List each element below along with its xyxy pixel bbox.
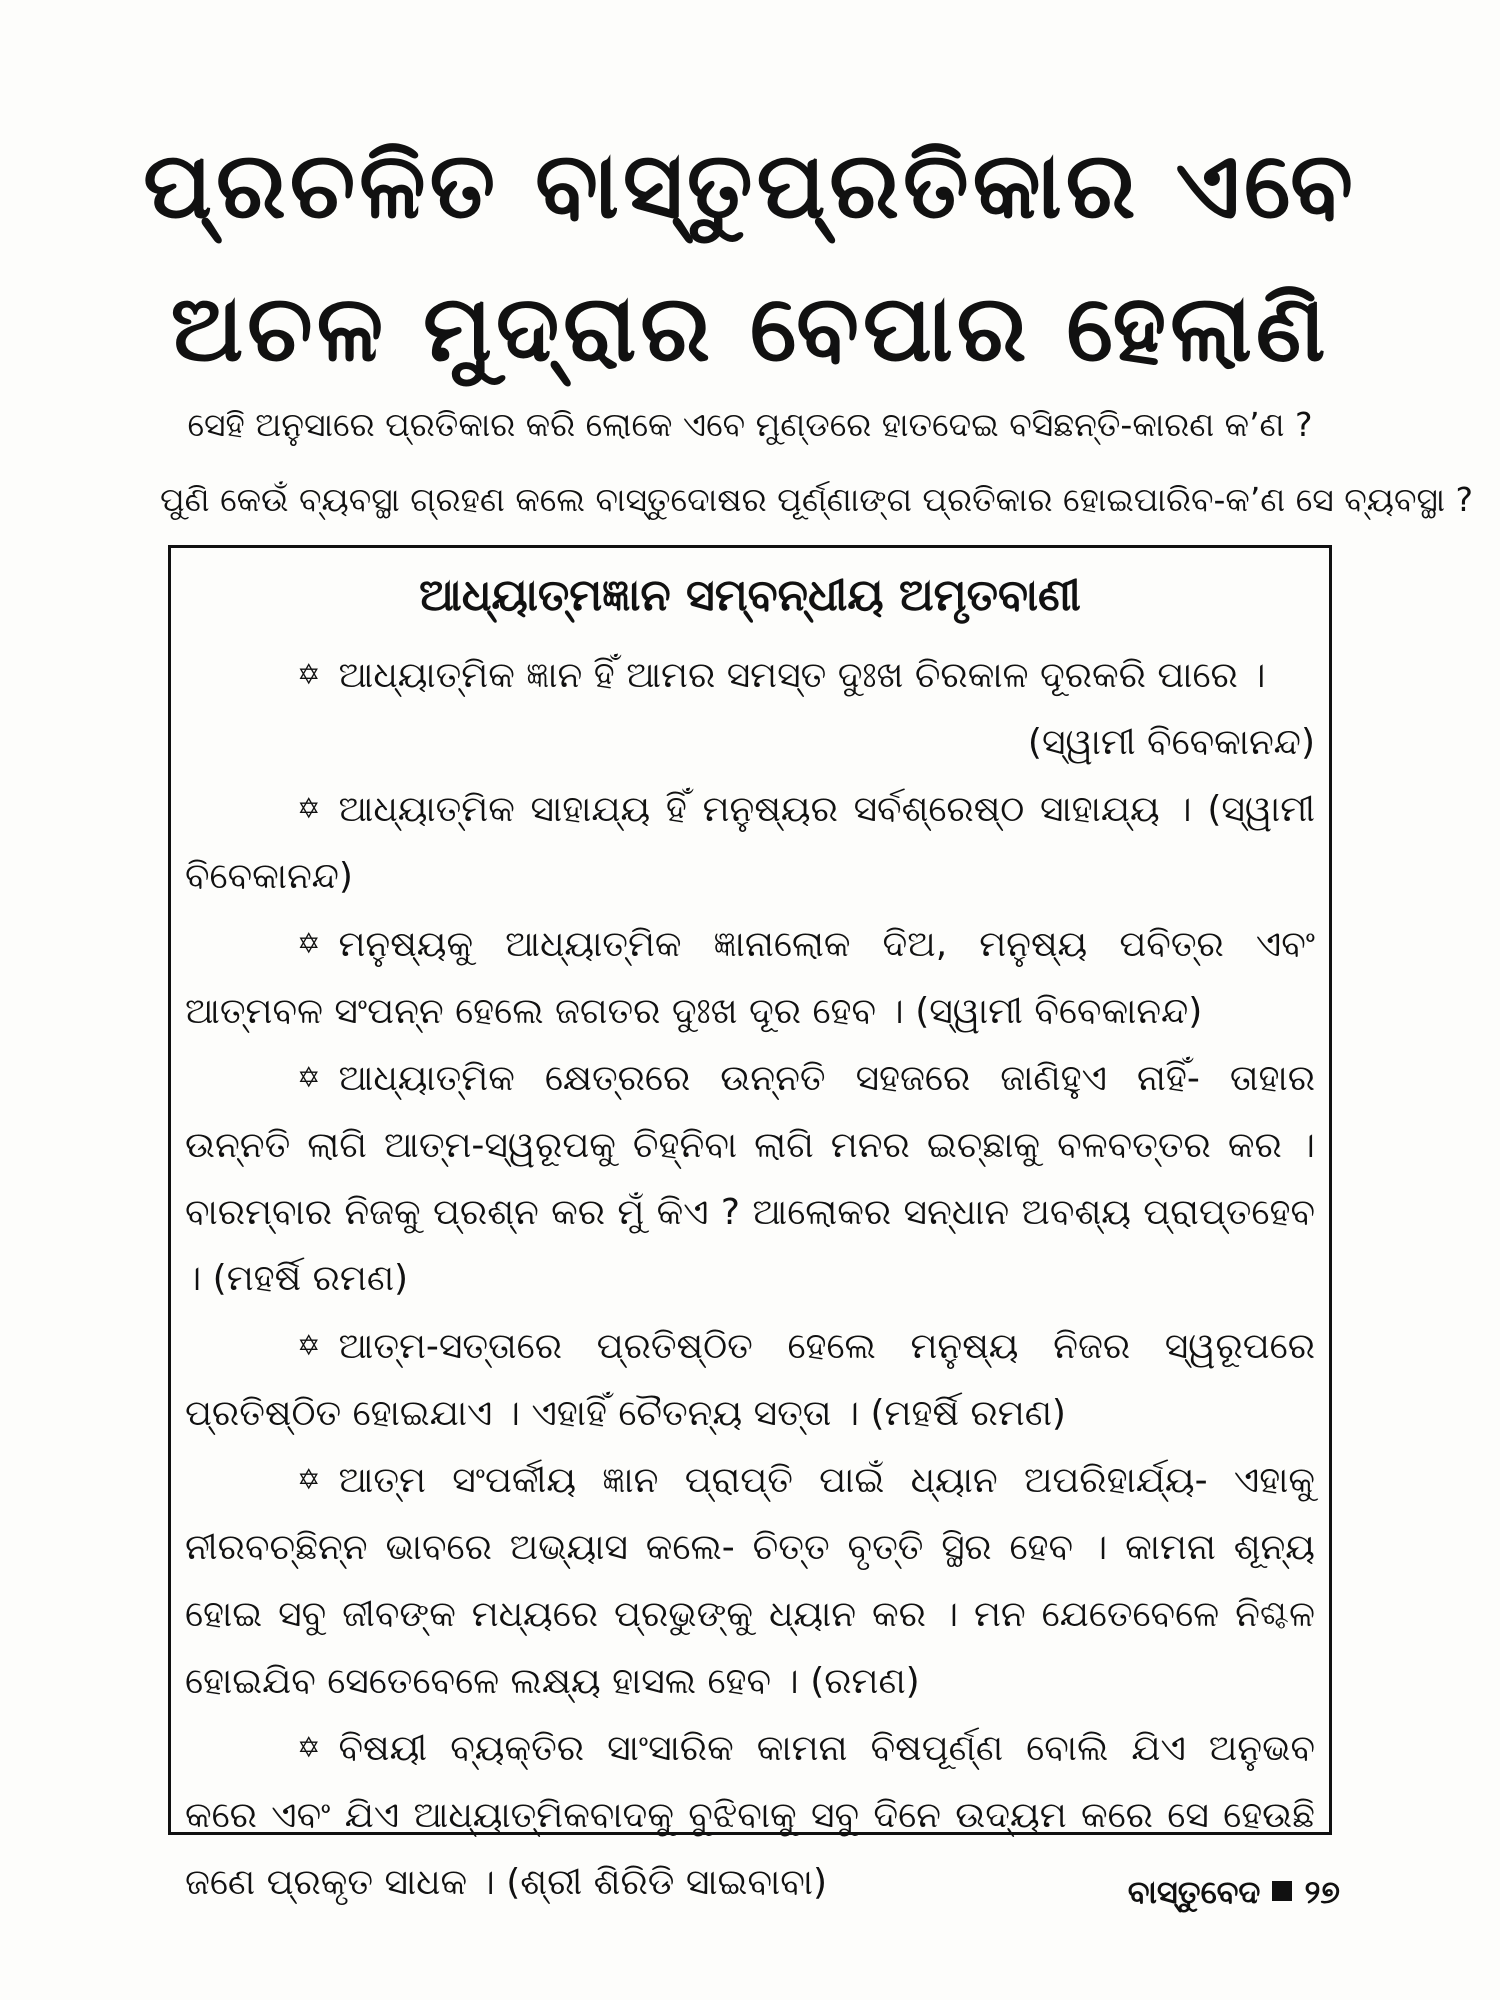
quote-text: ଆଧ୍ୟାତ୍ମିକ ସାହାଯ୍ୟ ହିଁ ମନୁଷ୍ୟର ସର୍ବଶ୍ରେଷ୍ଠ ସାହାଯ୍ୟ । <box>338 789 1192 831</box>
quote-item <box>185 642 1315 776</box>
star-of-david-icon: ✡ <box>297 1463 321 1497</box>
quote-text: ଆତ୍ମ-ସତ୍ତାରେ ପ୍ରତିଷ୍ଠିତ ହେଲେ ମନୁଷ୍ୟ ନିଜର ସ୍ୱରୂପରେ ପ୍ରତିଷ୍ଠିତ ହୋଇଯାଏ । ଏହାହିଁ ଚୈତନ୍ୟ ସତ୍ତା । <box>185 1326 1315 1434</box>
subheadline-line-1: ସେହି ଅନୁସାରେ ପ୍ରତିକାର କରି ଲୋକେ ଏବେ ମୁଣ୍ଡରେ ହାତଦେଇ ବସିଛନ୍ତି-କାରଣ କ’ଣ ? <box>187 405 1313 444</box>
subheadline-line-2: ପୁଣି କେଉଁ ବ୍ୟବସ୍ଥା ଗ୍ରହଣ କଲେ ବାସ୍ତୁଦୋଷର ପୂର୍ଣ୍ଣାଙ୍ଗ ପ୍ରତିକାର ହୋଇପାରିବ-କ’ଣ ସେ ବ୍ୟବସ୍ଥା ? <box>160 480 1474 519</box>
quote-text: ମନୁଷ୍ୟକୁ ଆଧ୍ୟାତ୍ମିକ ଜ୍ଞାନାଲୋକ ଦିଅ, ମନୁଷ୍ୟ ପବିତ୍ର ଏବଂ ଆତ୍ମବଳ ସଂପନ୍ନ ହେଲେ ଜଗତର ଦୁଃଖ ଦୂର ହେବ । <box>185 923 1315 1032</box>
quote-attribution: (ରମଣ) <box>810 1660 920 1702</box>
quote-attribution: (ମହର୍ଷି ରମଣ) <box>212 1258 409 1300</box>
quote-text: ଆତ୍ମ ସଂପର୍କୀୟ ଜ୍ଞାନ ପ୍ରାପ୍ତି ପାଇଁ ଧ୍ୟାନ ଅପରିହାର୍ଯ୍ୟ- ଏହାକୁ ନୀରବଚ୍ଛିନ୍ନ ଭାବରେ ଅଭ୍ୟାସ କଲେ- ଚିତ୍ତ ବୃତ୍ତି ସ୍ଥିର ହେବ । କାମନା ଶୂନ୍ୟ ହୋଇ ସବୁ ଜୀବଙ୍କ ମଧ୍ୟରେ ପ୍ରଭୁଙ୍କୁ ଧ୍ୟାନ କର । ମନ ଯେତେବେଳେ ନିଶ୍ଚଳ ହୋଇଯିବ ସେତେବେଳେ ଲକ୍ଷ୍ୟ ହାସଲ ହେବ । <box>185 1460 1315 1702</box>
quote-attribution: (ସ୍ୱାମୀ ବିବେକାନନ୍ଦ) <box>1027 721 1315 763</box>
star-of-david-icon: ✡ <box>297 658 321 691</box>
star-of-david-icon: ✡ <box>297 792 321 826</box>
quote-item <box>185 1313 1315 1447</box>
star-of-david-icon: ✡ <box>297 1061 321 1095</box>
quote-attribution: (ସ୍ୱାମୀ ବିବେକାନନ୍ଦ) <box>185 789 1315 898</box>
quote-item <box>185 776 1315 910</box>
quote-attribution: (ଶ୍ରୀ ଶିରିଡି ସାଇବାବା) <box>506 1861 828 1903</box>
page-number: ୨୭ <box>1304 1873 1340 1911</box>
quote-item <box>185 1045 1315 1313</box>
headline-line-2: ଅଚଳ ମୁଦ୍ରାର ବେପାର ହେଲାଣି <box>170 275 1330 382</box>
star-of-david-icon: ✡ <box>297 926 321 960</box>
headline-line-1: ପ୍ରଚଳିତ ବାସ୍ତୁପ୍ରତିକାର ଏବେ <box>143 132 1357 239</box>
quote-text: ଆଧ୍ୟାତ୍ମିକ ଜ୍ଞାନ ହିଁ ଆମର ସମସ୍ତ ଦୁଃଖ ଚିରକାଳ ଦୂରକରି ପାରେ । <box>338 655 1266 696</box>
quote-item <box>185 911 1315 1045</box>
quote-item <box>185 1447 1315 1715</box>
star-of-david-icon: ✡ <box>297 1329 321 1363</box>
magazine-name: ବାସ୍ତୁବେଦ <box>1127 1873 1261 1911</box>
quote-attribution: (ସ୍ୱାମୀ ବିବେକାନନ୍ଦ) <box>915 990 1203 1032</box>
square-separator-icon <box>1272 1881 1292 1901</box>
box-title: ଆଧ୍ୟାତ୍ମଜ୍ଞାନ ସମ୍ବନ୍ଧୀୟ ଅମୃତବାଣୀ <box>419 570 1081 621</box>
quote-text: ଆଧ୍ୟାତ୍ମିକ କ୍ଷେତ୍ରରେ ଉନ୍ନତି ସହଜରେ ଜାଣିହୁଏ ନାହିଁ- ତାହାର ଉନ୍ନତି ଲାଗି ଆତ୍ମ-ସ୍ୱରୂପକୁ ଚିହ୍ନିବା ଲାଗି ମନର ଇଚ୍ଛାକୁ ବଳବତ୍ତର କର । ବାରମ୍ବାର ନିଜକୁ ପ୍ରଶ୍ନ କର ମୁଁ କିଏ ? ଆଲୋକର ସନ୍ଧାନ ଅବଶ୍ୟ ପ୍ରାପ୍ତହେବ । <box>185 1058 1315 1300</box>
quote-attribution: (ମହର୍ଷି ରମଣ) <box>870 1392 1066 1434</box>
quotes-body <box>185 642 1315 1916</box>
star-of-david-icon: ✡ <box>297 1731 321 1765</box>
quote-text: ବିଷୟୀ ବ୍ୟକ୍ତିର ସାଂସାରିକ କାମନା ବିଷପୂର୍ଣ୍ଣ ବୋଲି ଯିଏ ଅନୁଭବ କରେ ଏବଂ ଯିଏ ଆଧ୍ୟାତ୍ମିକବାଦକୁ ବୁଝିବାକୁ ସବୁ ଦିନେ ଉଦ୍ୟମ କରେ ସେ ହେଉଛି ଜଣେ ପ୍ରକୃତ ସାଧକ । <box>185 1728 1315 1903</box>
page-footer <box>1128 1873 1340 1912</box>
